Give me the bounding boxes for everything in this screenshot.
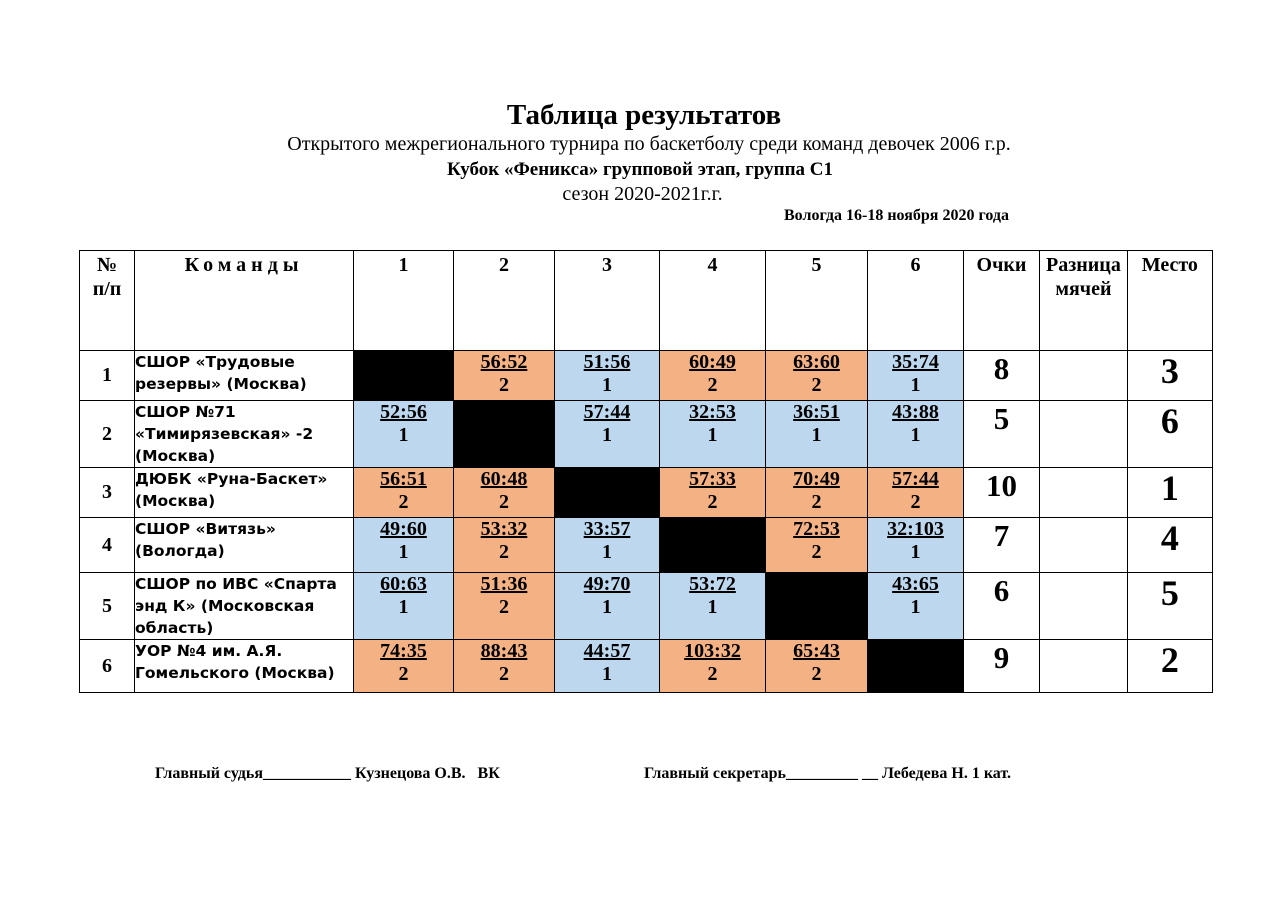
match-score: 33:57 — [583, 518, 631, 540]
match-points: 2 — [499, 663, 509, 685]
match-score: 88:43 — [480, 640, 528, 662]
row-number: 1 — [80, 351, 135, 401]
match-points: 1 — [398, 541, 409, 563]
match-result-cell — [766, 640, 868, 693]
match-points: 2 — [707, 663, 718, 685]
match-points: 1 — [602, 663, 612, 685]
match-points: 2 — [398, 663, 409, 685]
table-row — [80, 573, 1213, 640]
match-result-cell — [555, 401, 660, 468]
col-header-diff: Разница мячей — [1040, 251, 1128, 351]
total-points: 7 — [964, 518, 1040, 573]
table-row — [80, 640, 1213, 693]
match-result-cell — [766, 351, 868, 401]
match-score: 52:56 — [380, 401, 427, 423]
goal-difference — [1040, 640, 1128, 693]
match-score: 57:33 — [689, 468, 736, 490]
match-result-cell — [660, 468, 766, 518]
match-points: 1 — [398, 424, 409, 446]
col-header-teams: Команды — [135, 251, 354, 351]
page-title: Таблица результатов — [506, 99, 782, 131]
match-result-cell — [354, 640, 454, 693]
table-row — [80, 401, 1213, 468]
final-place: 2 — [1127, 640, 1212, 693]
match-result-cell — [354, 573, 454, 640]
col-header-points: Очки — [964, 251, 1040, 351]
match-score: 70:49 — [793, 468, 840, 490]
match-score: 51:56 — [583, 351, 631, 373]
match-points: 1 — [602, 374, 612, 396]
match-score: 56:52 — [480, 351, 528, 373]
match-result-cell — [454, 640, 555, 693]
match-score: 57:44 — [583, 401, 631, 423]
header-row — [80, 251, 1213, 351]
match-score: 60:49 — [689, 351, 736, 373]
match-score: 60:48 — [480, 468, 528, 490]
final-place: 1 — [1127, 468, 1212, 518]
match-score: 103:32 — [684, 640, 741, 662]
match-result-cell — [555, 518, 660, 573]
match-score: 36:51 — [793, 401, 840, 423]
match-result-cell — [354, 518, 454, 573]
match-result-cell — [766, 518, 868, 573]
match-points: 2 — [910, 491, 921, 513]
match-points: 1 — [910, 424, 921, 446]
match-points: 1 — [910, 541, 921, 563]
tournament-subtitle: Открытого межрегионального турнира по баскетболу среди команд девочек 2006 г.р. — [287, 133, 1011, 155]
col-header-place: Место — [1127, 251, 1212, 351]
team-name: ДЮБК «Руна-Баскет» (Москва) — [135, 468, 354, 518]
final-place: 5 — [1127, 573, 1212, 640]
match-points: 1 — [602, 424, 612, 446]
match-result-cell — [766, 468, 868, 518]
table-row — [80, 351, 1213, 401]
col-header-1: 1 — [354, 251, 454, 351]
self-match-cell — [660, 518, 766, 573]
match-points: 1 — [707, 596, 718, 618]
match-result-cell — [555, 573, 660, 640]
row-number: 5 — [80, 573, 135, 640]
match-score: 49:70 — [583, 573, 631, 595]
table-row — [80, 468, 1213, 518]
goal-difference — [1040, 468, 1128, 518]
match-score: 56:51 — [380, 468, 427, 490]
goal-difference — [1040, 518, 1128, 573]
goal-difference — [1040, 351, 1128, 401]
match-result-cell — [868, 518, 964, 573]
match-result-cell — [555, 351, 660, 401]
match-result-cell — [660, 401, 766, 468]
match-points: 2 — [499, 596, 509, 618]
match-points: 2 — [811, 491, 822, 513]
match-result-cell — [868, 573, 964, 640]
col-header-6: 6 — [868, 251, 964, 351]
self-match-cell — [354, 351, 454, 401]
match-score: 44:57 — [583, 640, 631, 662]
match-points: 2 — [499, 491, 509, 513]
match-result-cell — [454, 573, 555, 640]
match-points: 1 — [707, 424, 718, 446]
table-row — [80, 518, 1213, 573]
match-score: 49:60 — [380, 518, 427, 540]
match-points: 2 — [499, 541, 509, 563]
self-match-cell — [555, 468, 660, 518]
self-match-cell — [454, 401, 555, 468]
match-points: 2 — [499, 374, 509, 396]
match-points: 2 — [811, 374, 822, 396]
row-number: 4 — [80, 518, 135, 573]
match-score: 63:60 — [793, 351, 840, 373]
match-score: 53:32 — [480, 518, 528, 540]
match-score: 53:72 — [689, 573, 736, 595]
team-name: СШОР «Витязь» (Вологда) — [135, 518, 354, 573]
match-result-cell — [354, 468, 454, 518]
final-place: 4 — [1127, 518, 1212, 573]
chief-judge-signature: Главный судья___________ Кузнецова О.В. ВК — [155, 765, 500, 782]
total-points: 5 — [964, 401, 1040, 468]
team-name: СШОР по ИВС «Спарта энд К» (Московская область) — [135, 573, 354, 640]
match-result-cell — [454, 468, 555, 518]
match-result-cell — [454, 518, 555, 573]
match-points: 1 — [602, 596, 612, 618]
final-place: 3 — [1127, 351, 1212, 401]
match-result-cell — [660, 640, 766, 693]
match-points: 2 — [398, 491, 409, 513]
season: сезон 2020-2021г.г. — [562, 183, 723, 205]
cup-stage: Кубок «Феникса» групповой этап, группа С1 — [446, 159, 833, 180]
col-header-2: 2 — [454, 251, 555, 351]
match-result-cell — [660, 351, 766, 401]
match-points: 2 — [811, 541, 822, 563]
total-points: 6 — [964, 573, 1040, 640]
goal-difference — [1040, 401, 1128, 468]
match-points: 2 — [707, 374, 718, 396]
goal-difference — [1040, 573, 1128, 640]
match-result-cell — [766, 401, 868, 468]
match-result-cell — [660, 573, 766, 640]
team-name: СШОР «Трудовые резервы» (Москва) — [135, 351, 354, 401]
results-table — [79, 250, 1213, 693]
match-score: 74:35 — [380, 640, 427, 662]
match-score: 43:65 — [892, 573, 939, 595]
match-points: 1 — [910, 596, 921, 618]
col-header-4: 4 — [660, 251, 766, 351]
match-result-cell — [354, 401, 454, 468]
match-score: 60:63 — [380, 573, 427, 595]
match-points: 1 — [398, 596, 409, 618]
match-result-cell — [868, 351, 964, 401]
match-result-cell — [868, 401, 964, 468]
final-place: 6 — [1127, 401, 1212, 468]
chief-secretary-signature: Главный секретарь_________ __ Лебедева Н. 1 кат. — [644, 765, 1012, 782]
match-score: 32:53 — [689, 401, 736, 423]
match-score: 72:53 — [793, 518, 840, 540]
match-score: 65:43 — [793, 640, 840, 662]
row-number: 2 — [80, 401, 135, 468]
place-date: Вологда 16-18 ноября 2020 года — [784, 207, 1009, 224]
self-match-cell — [766, 573, 868, 640]
match-points: 2 — [707, 491, 718, 513]
match-points: 1 — [910, 374, 921, 396]
row-number: 3 — [80, 468, 135, 518]
col-header-num: № п/п — [80, 251, 135, 351]
match-points: 1 — [811, 424, 822, 446]
self-match-cell — [868, 640, 964, 693]
match-result-cell — [868, 468, 964, 518]
total-points: 10 — [964, 468, 1040, 518]
match-score: 35:74 — [892, 351, 939, 373]
team-name: УОР №4 им. А.Я. Гомельского (Москва) — [135, 640, 354, 693]
row-number: 6 — [80, 640, 135, 693]
total-points: 8 — [964, 351, 1040, 401]
total-points: 9 — [964, 640, 1040, 693]
match-result-cell — [555, 640, 660, 693]
match-points: 1 — [602, 541, 612, 563]
team-name: СШОР №71 «Тимирязевская» -2 (Москва) — [135, 401, 354, 468]
match-score: 51:36 — [480, 573, 528, 595]
match-score: 57:44 — [892, 468, 939, 490]
match-score: 32:103 — [887, 518, 944, 540]
match-points: 2 — [811, 663, 822, 685]
col-header-3: 3 — [555, 251, 660, 351]
match-score: 43:88 — [892, 401, 939, 423]
match-result-cell — [454, 351, 555, 401]
col-header-5: 5 — [766, 251, 868, 351]
